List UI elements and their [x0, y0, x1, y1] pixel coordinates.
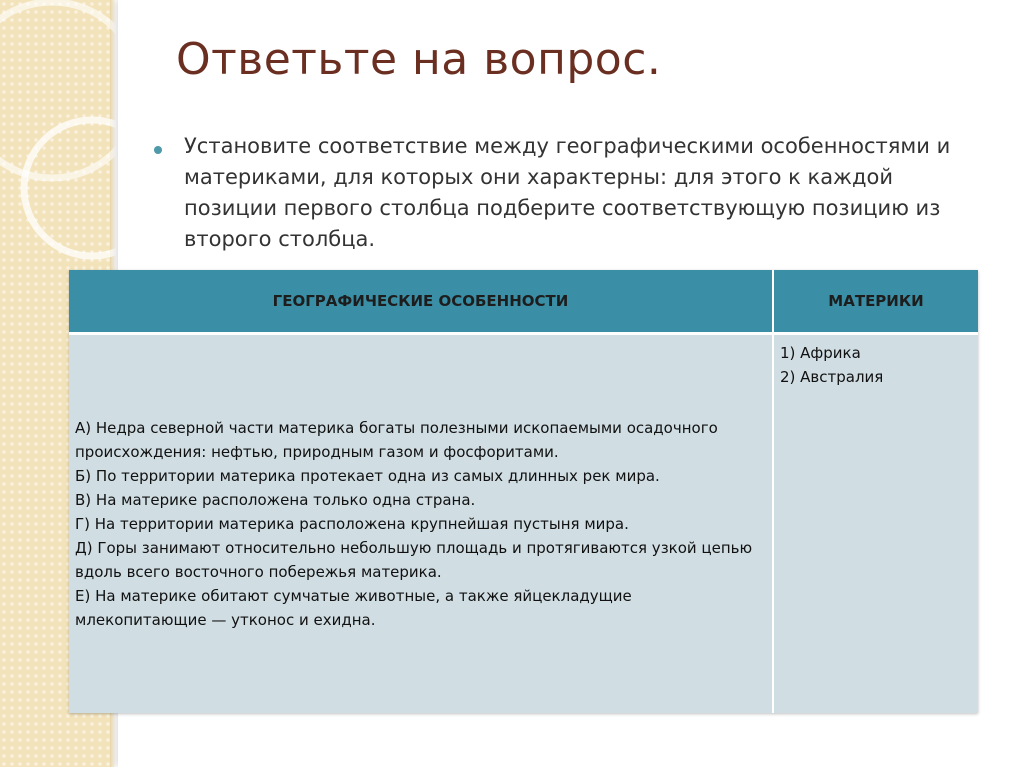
feature-item-e: Е) На материке обитают сумчатые животные, а также яйцекладущие млекопитающие — утконос и ехидна. — [75, 587, 632, 629]
continents-cell — [774, 335, 978, 713]
feature-item-a: А) Недра северной части материка богаты полезными ископаемыми осадочного происхождения: нефтью, природным газом и фосфоритами. — [75, 419, 718, 461]
matching-table — [69, 270, 978, 713]
continent-item-2: 2) Австралия — [780, 368, 884, 386]
feature-item-g: Г) На территории материка расположена крупнейшая пустыня мира. — [75, 515, 629, 533]
header-continents: МАТЕРИКИ — [774, 270, 978, 335]
table-header-row — [69, 270, 978, 335]
features-cell — [69, 335, 774, 713]
feature-item-v: В) На материке расположена только одна страна. — [75, 491, 476, 509]
feature-item-b: Б) По территории материка протекает одна из самых длинных рек мира. — [75, 467, 660, 485]
table-body-row — [69, 335, 978, 713]
task-instruction: Установите соответствие между географическими особенностями и материками, для которых они характерны: для этого к каждой позиции первого столбца подберите соответствующую позицию из второго столбца. — [184, 134, 951, 251]
decorative-ring-small — [24, 120, 118, 256]
slide-title: Ответьте на вопрос. — [176, 34, 662, 85]
continent-item-1: 1) Африка — [780, 344, 861, 362]
decorative-ring-large — [0, 2, 118, 178]
bullet-dot-icon — [154, 146, 162, 154]
feature-item-d: Д) Горы занимают относительно небольшую площадь и протягиваются узкой цепью вдоль всего восточного побережья материка. — [75, 539, 753, 581]
header-features: ГЕОГРАФИЧЕСКИЕ ОСОБЕННОСТИ — [69, 270, 774, 335]
